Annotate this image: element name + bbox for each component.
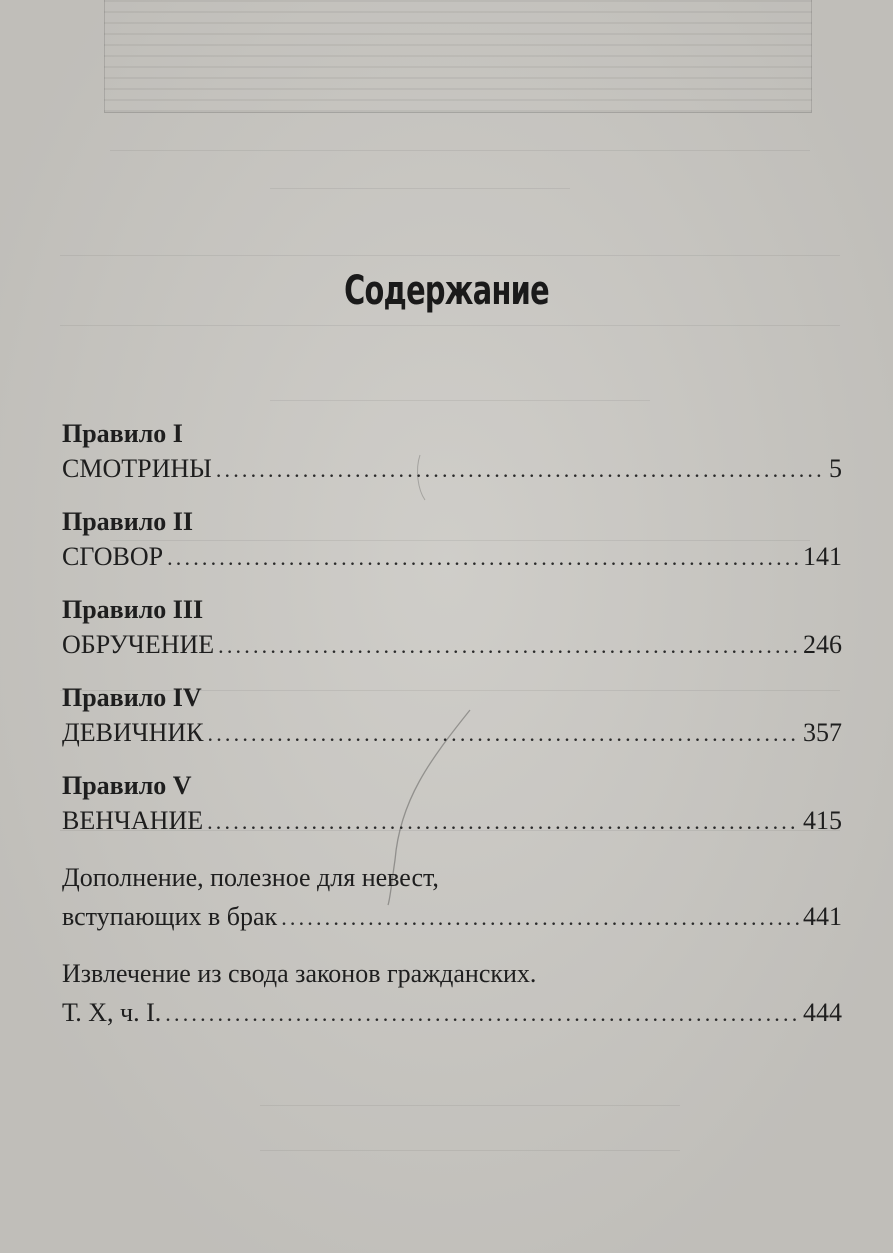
toc-line (62, 538, 842, 576)
reverse-side-line (60, 255, 840, 256)
page-number: 444 (803, 998, 842, 1027)
reverse-side-line (60, 325, 840, 326)
rule-label: Правило IV (62, 683, 202, 712)
page-number: 5 (829, 454, 842, 483)
dot-leader (207, 803, 799, 841)
reverse-side-line (110, 150, 810, 151)
reverse-side-line (270, 400, 650, 401)
page-title: Содержание (344, 268, 549, 314)
rule-label: Правило I (62, 419, 183, 448)
appendix-title-line: Дополнение, полезное для невест, (62, 863, 439, 892)
chapter-heading: ВЕНЧАНИЕ (62, 806, 204, 835)
appendix-title-line: Т. X, ч. I. (62, 998, 162, 1027)
chapter-heading: ОБРУЧЕНИЕ (62, 630, 215, 659)
appendix-title-line: Извлечение из свода законов гражданских. (62, 959, 537, 988)
reverse-side-line (260, 1150, 680, 1151)
page-number: 415 (803, 806, 842, 835)
page-number: 441 (803, 902, 842, 931)
reverse-side-line (270, 188, 570, 189)
table-of-contents (62, 418, 842, 1050)
toc-entry-appendix (62, 858, 842, 936)
page-number: 141 (803, 542, 842, 571)
rule-label: Правило V (62, 771, 192, 800)
dot-leader (216, 451, 825, 489)
dot-leader (218, 627, 799, 665)
toc-line (62, 450, 842, 488)
dot-leader (281, 899, 799, 937)
toc-line (62, 802, 842, 840)
rule-label: Правило II (62, 507, 194, 536)
rule-label: Правило III (62, 595, 204, 624)
toc-line (62, 714, 842, 752)
chapter-heading: ДЕВИЧНИК (62, 718, 204, 747)
chapter-heading: СГОВОР (62, 542, 164, 571)
toc-entry (62, 418, 842, 488)
chapter-heading: СМОТРИНЫ (62, 454, 212, 483)
toc-entry (62, 770, 842, 840)
dot-leader (167, 539, 799, 577)
toc-line (62, 626, 842, 664)
appendix-title-line: вступающих в брак (62, 902, 278, 931)
page-number: 357 (803, 718, 842, 747)
toc-entry (62, 594, 842, 664)
toc-entry-appendix (62, 954, 842, 1032)
toc-line (62, 898, 842, 936)
toc-entry (62, 682, 842, 752)
toc-line (62, 994, 842, 1032)
dot-leader (208, 715, 799, 753)
reverse-side-line (260, 1105, 680, 1106)
page-number: 246 (803, 630, 842, 659)
dot-leader (165, 995, 799, 1033)
toc-entry (62, 506, 842, 576)
reverse-side-text-block (104, 0, 812, 113)
